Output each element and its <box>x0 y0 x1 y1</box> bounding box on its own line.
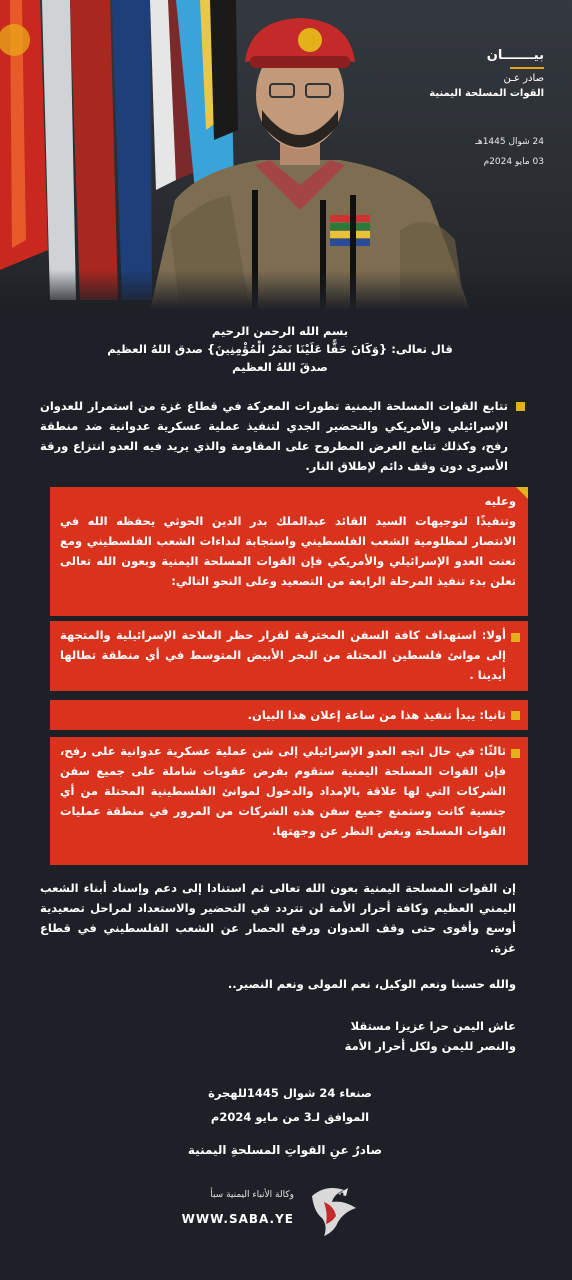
footer-signer: صادرٌ عنِ القواتِ المسلحةِ اليمنية <box>187 1143 383 1157</box>
statement-title: بيـــــــان <box>486 48 544 63</box>
basmala-line: بسم الله الرحمن الرحيم <box>211 324 349 338</box>
point-two-text: ثانيا: يبدأ تنفيذ هذا من ساعة إعلان هذا البيان. <box>247 708 506 722</box>
agency-url: WWW.SABA.YE <box>181 1212 294 1226</box>
declaration-heading: وعليه <box>484 494 516 508</box>
point-one-text: أولا: استهداف كافة السفن المخترقة لقرار حظر الملاحة الإسرائيلية والمتجهة إلى موانئ فلسطين المحتلة من البحر الأبيض المتوسط في أي منطقة تطالها أيدينا . <box>60 628 506 682</box>
footer-gregorian-date: الموافق لـ3 من مايو 2024م <box>210 1110 370 1124</box>
statement-subtitle: صادر عـن <box>503 73 544 84</box>
declaration-body: وتنفيذًا لتوجيهات السيد القائد عبدالملك بدر الدين الحوثي يحفظه الله في الانتصار لمظلومية الشعب الفلسطيني واستجابة لنداءات الشعب الفلسطيني ومع تعنت العدو الإسرائيلي والأمريكي فإن القوات المسلحة اليمنية وبعون الله تعالى تعلن بدء تنفيذ المرحلة الرابعة من التصعيد وعلى النحو التالي: <box>60 514 516 588</box>
slogan-line-two: والنصر لليمن ولكل أحرار الأمة <box>344 1039 516 1053</box>
point-one-bullet <box>511 633 520 642</box>
hijri-date: 24 شوال 1445هـ <box>475 137 544 147</box>
point-three-bullet <box>511 749 520 758</box>
agency-credit <box>181 1182 366 1242</box>
verse-closing: صدقَ اللهُ العظيم <box>232 360 328 374</box>
statement-header <box>374 48 544 167</box>
hero-photo <box>0 0 572 310</box>
point-one-box <box>50 621 528 691</box>
hero-fade <box>0 270 572 310</box>
prayer-line: والله حسبنا ونعم الوكيل، نعم المولى ونعم النصير.. <box>227 977 516 991</box>
quran-verse: قال تعالى: {وَكَانَ حَقًّا عَلَيْنَا نَصْرُ الْمُؤْمِنِينَ} صدق اللهُ العظيم <box>107 342 453 356</box>
point-two-box <box>50 700 528 730</box>
saba-eagle-logo-icon <box>304 1182 366 1240</box>
intro-paragraph: تتابع القوات المسلحة اليمنية تطورات المعركة في قطاع غزة من استمرار للعدوان الإسرائيلي والأمريكي والتحضير الجدي لتنفيذ عملية عسكرية عدوانية ضد منطقة رفح، وكذلك تتابع العرض المطروح على المقاومة والذي يريد فيه العدو انتزاع ورقة الأسرى دون وقف دائم لإطلاق النار. <box>40 399 508 473</box>
footer-hijri-date: صنعاء 24 شوال 1445للهجرة <box>208 1086 372 1100</box>
box-corner <box>516 487 528 499</box>
basmala-block <box>60 322 500 376</box>
declaration-box <box>50 487 528 616</box>
gregorian-date: 03 مايو 2024م <box>483 157 544 167</box>
agency-name: وكالة الأنباء اليمنية سبأ <box>210 1190 294 1200</box>
point-three-box <box>50 737 528 865</box>
point-two-bullet <box>511 711 520 720</box>
closing-paragraph: إن القوات المسلحة اليمنية بعون الله تعالى ثم استنادا إلى دعم وإسناد أبناء الشعب اليمني العظيم وكافة أحرار الأمة لن تتردد في التحضير والاستعداد لمراحل تصعيدية أوسع وأقوى حتى وقف العدوان ورفع الحصار عن الشعب الفلسطيني في قطاع غزة. <box>40 881 516 955</box>
point-three-text: ثالثًا: في حال اتجه العدو الإسرائيلي إلى شن عملية عسكرية عدوانية على رفح، فإن القوات المسلحة اليمنية ستقوم بفرض عقوبات شاملة على جميع سفن الشركات التي لها علاقة بالإمداد والدخول لموانئ الفلسطينية المحتلة من أي جنسية كانت وستمنع جميع سفن هذه الشركات من المرور في منطقة عمليات القوات المسلحة وبغض النظر عن وجهتها. <box>60 744 506 838</box>
issuing-organization: القوات المسلحة اليمنية <box>429 88 544 99</box>
intro-bullet <box>516 402 525 411</box>
slogan-line-one: عاش اليمن حرا عزيزا مستقلا <box>350 1019 516 1033</box>
title-underline <box>510 67 544 69</box>
